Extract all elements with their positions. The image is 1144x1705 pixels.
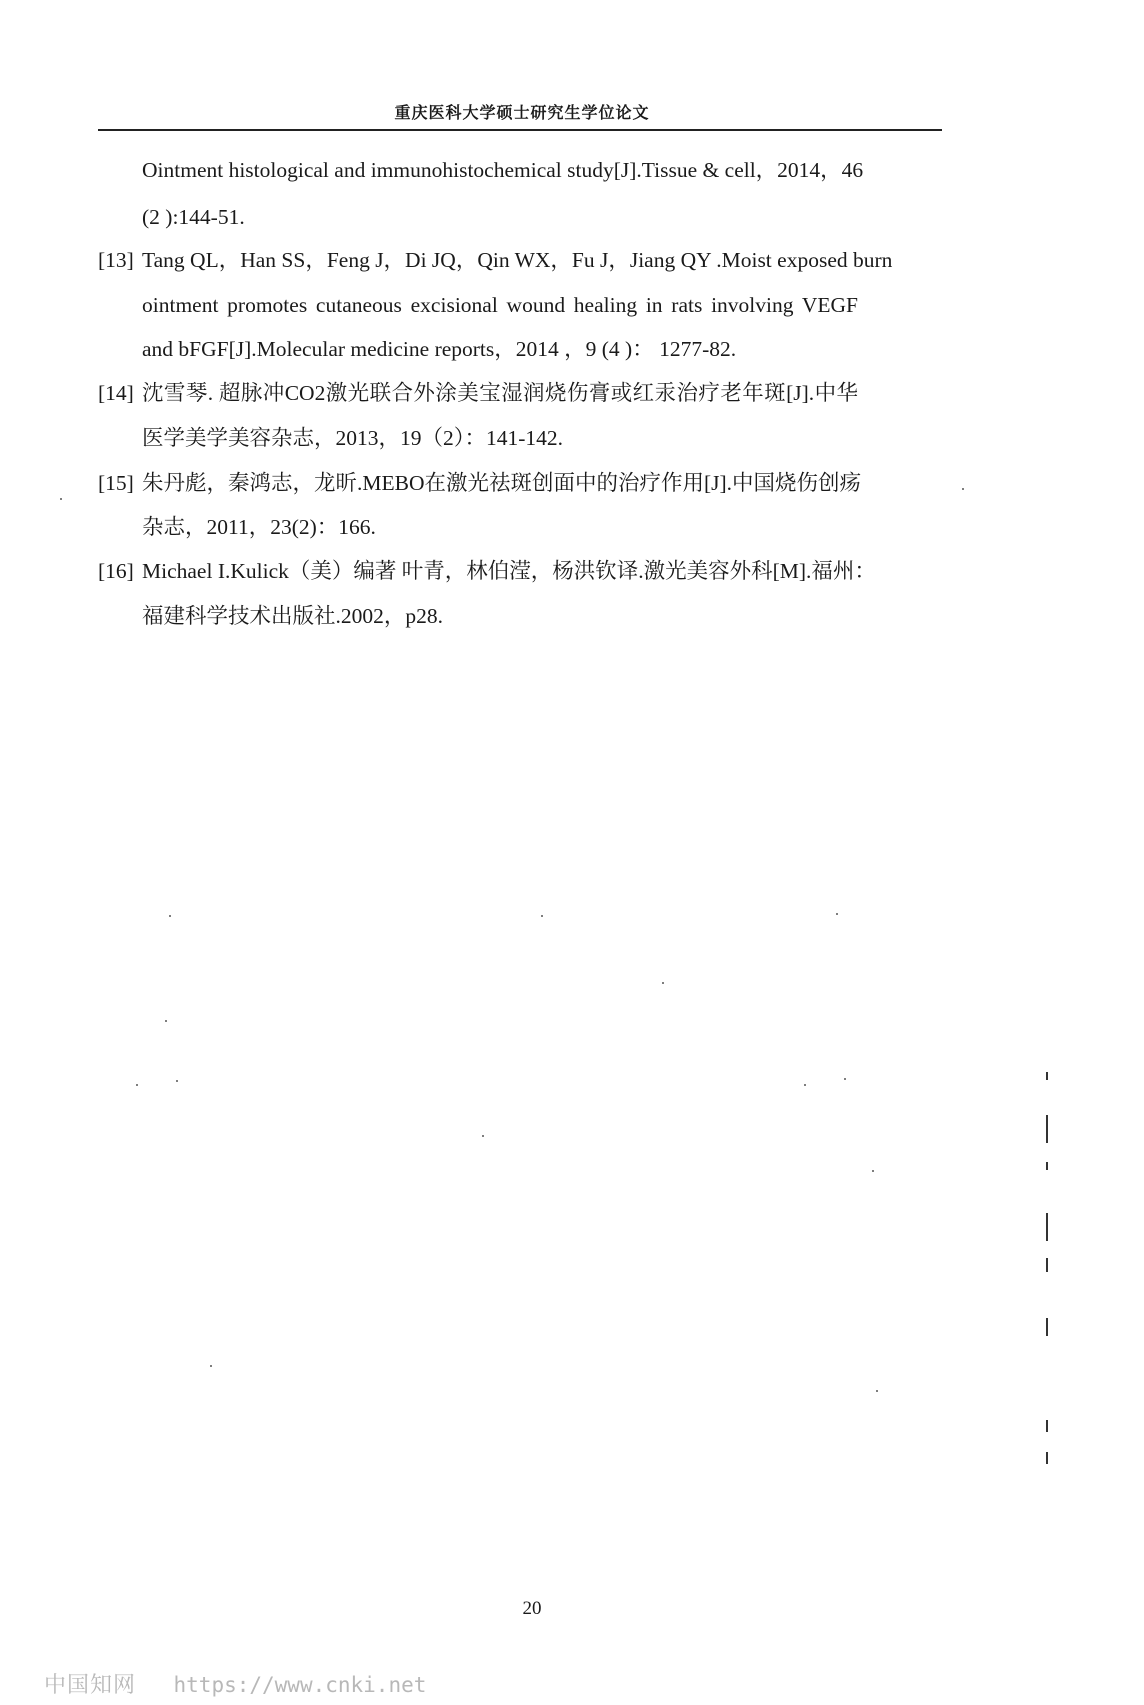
reference-line: 福建科学技术出版社.2002，p28. <box>142 604 444 628</box>
scan-mark <box>1046 1258 1048 1272</box>
scan-speck <box>165 1020 167 1022</box>
watermark-url: https://www.cnki.net <box>173 1673 427 1697</box>
scan-speck <box>210 1365 212 1367</box>
scan-mark <box>1046 1213 1048 1241</box>
scan-speck <box>169 915 171 917</box>
scan-speck <box>541 915 543 917</box>
reference-line: Tang QL，Han SS，Feng J，Di JQ，Qin WX，Fu J，Jiang QY .Moist exposed burn <box>142 248 893 272</box>
scan-speck <box>872 1170 874 1172</box>
reference-number: [14] <box>98 381 134 405</box>
reference-line: ointment promotes cutaneous excisional wound healing in rats involving VEGF <box>142 293 858 317</box>
scan-speck <box>482 1135 484 1137</box>
scan-mark <box>1046 1115 1048 1143</box>
scan-mark <box>1046 1318 1048 1336</box>
scan-mark <box>1046 1420 1048 1432</box>
header-rule <box>98 129 942 131</box>
reference-line: (2 ):144-51. <box>142 205 245 229</box>
scan-speck <box>844 1078 846 1080</box>
running-header: 重庆医科大学硕士研究生学位论文 <box>394 103 650 122</box>
watermark-source: 中国知网 <box>44 1673 137 1698</box>
reference-line: and bFGF[J].Molecular medicine reports，2014 ，9 (4 )： 1277-82. <box>142 337 737 361</box>
scan-mark <box>1046 1072 1048 1080</box>
scan-mark <box>1046 1452 1048 1464</box>
scan-speck <box>962 488 964 490</box>
watermark-footer <box>44 1668 426 1699</box>
reference-line: 医学美学美容杂志，2013，19（2）：141-142. <box>142 426 564 450</box>
scan-mark <box>1046 1162 1048 1170</box>
reference-line: 杂志，2011，23(2)：166. <box>142 515 376 539</box>
reference-line: Ointment histological and immunohistochemical study[J].Tissue & cell，2014，46 <box>142 158 864 182</box>
reference-number: [15] <box>98 471 134 495</box>
reference-number: [16] <box>98 559 134 583</box>
scan-speck <box>60 498 62 500</box>
scan-speck <box>176 1080 178 1082</box>
reference-line: Michael I.Kulick（美）编著 叶青，林伯滢，杨洪钦译.激光美容外科[M].福州： <box>142 559 876 583</box>
page-number: 20 <box>522 1598 542 1619</box>
scan-speck <box>662 982 664 984</box>
scan-speck <box>804 1084 806 1086</box>
reference-line: 朱丹彪，秦鸿志，龙昕.MEBO在激光祛斑创面中的治疗作用[J].中国烧伤创疡 <box>142 471 862 495</box>
scan-speck <box>136 1084 138 1086</box>
reference-line: 沈雪琴. 超脉冲CO2激光联合外涂美宝湿润烧伤膏或红汞治疗老年斑[J].中华 <box>142 381 858 405</box>
scan-speck <box>836 913 838 915</box>
reference-number: [13] <box>98 248 134 272</box>
scan-speck <box>876 1390 878 1392</box>
